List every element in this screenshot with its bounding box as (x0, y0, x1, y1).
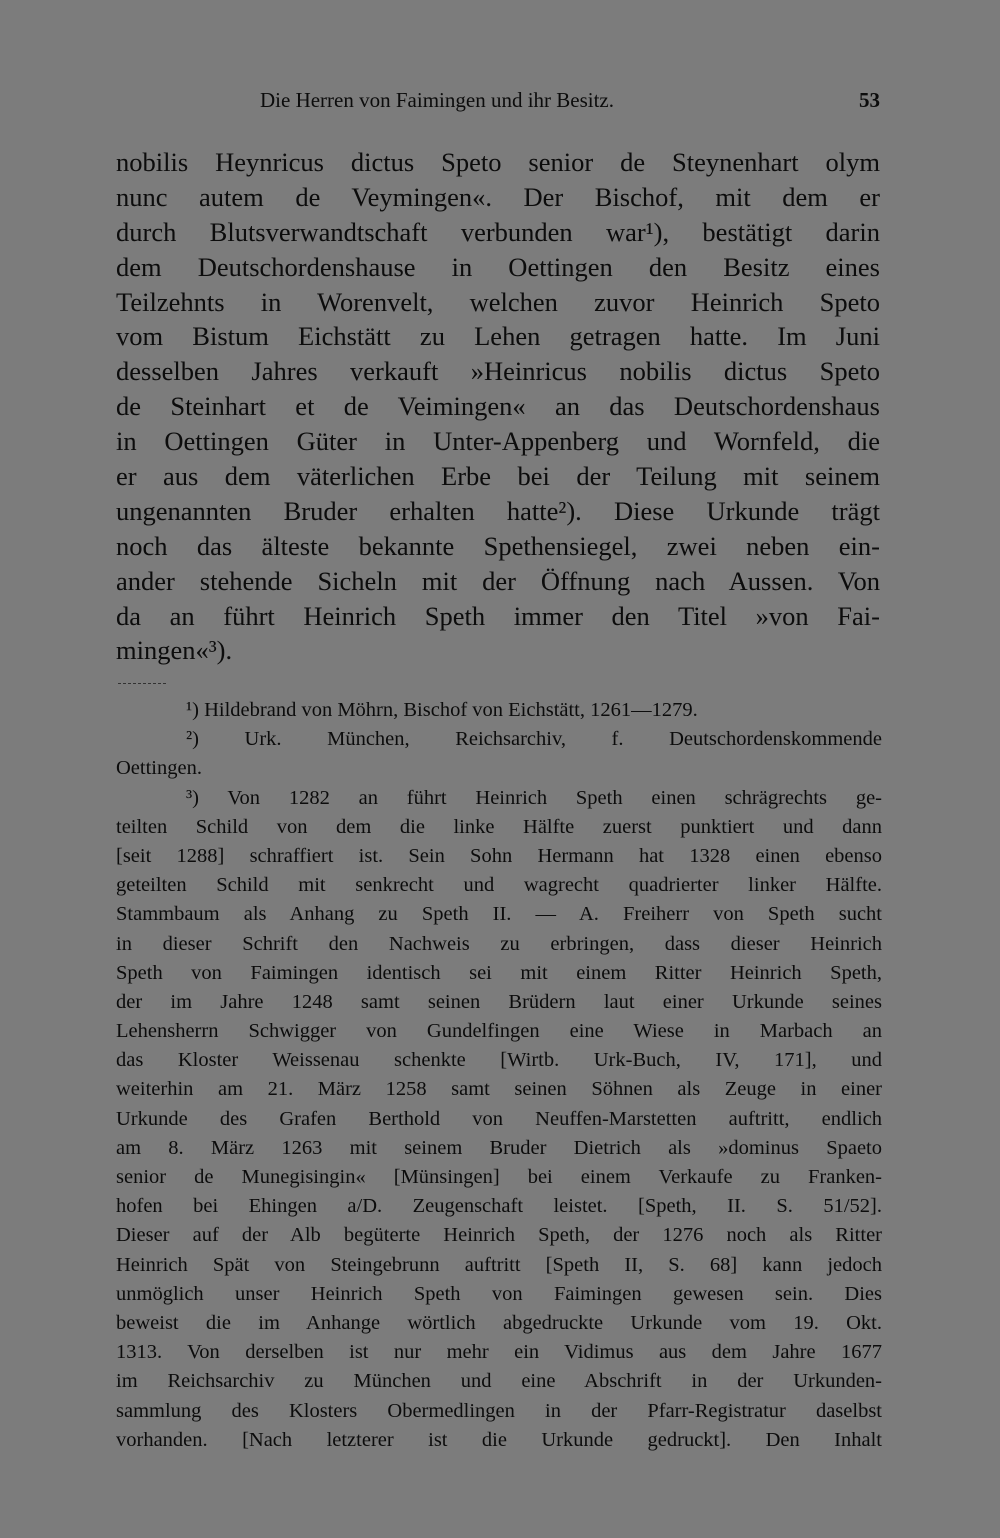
footnote-line: im Reichsarchiv zu München und eine Abschrift in der Urkunden- (116, 1370, 882, 1393)
text-line: durch Blutsverwandtschaft verbunden war¹), bestätigt darin (116, 216, 880, 247)
footnote-line: weiterhin am 21. März 1258 samt seinen Söhnen als Zeuge in einer (116, 1078, 882, 1101)
text-line: ander stehende Sicheln mit der Öffnung nach Aussen. Von (116, 565, 880, 596)
footnote-line: vorhanden. [Nach letzterer ist die Urkunde gedruckt]. Den Inhalt (116, 1428, 882, 1451)
text-line: de Steinhart et de Veimingen« an das Deutschordenshaus (116, 391, 880, 422)
footnote-line: Oettingen. (116, 757, 202, 780)
text-line: ungenannten Bruder erhalten hatte²). Diese Urkunde trägt (116, 495, 880, 526)
text-line: mingen«³). (116, 635, 233, 666)
footnote-line: unmöglich unser Heinrich Speth von Faimingen gewesen sein. Dies (116, 1282, 882, 1305)
footnote-line: ¹) Hildebrand von Möhrn, Bischof von Eichstätt, 1261—1279. (186, 699, 698, 721)
footnote-line: Speth von Faimingen identisch sei mit einem Ritter Heinrich Speth, (116, 961, 882, 984)
footnote-divider (118, 683, 166, 684)
text-line: desselben Jahres verkauft »Heinricus nobilis dictus Speto (116, 356, 880, 387)
footnote-line: ³) Von 1282 an führt Heinrich Speth einen schrägrechts ge- (186, 786, 882, 809)
footnote-line: Stammbaum als Anhang zu Speth II. — A. Freiherr von Speth sucht (116, 903, 882, 926)
footnote-line: am 8. März 1263 mit seinem Bruder Dietrich als »dominus Spaeto (116, 1136, 882, 1159)
footnote-line: ²) Urk. München, Reichsarchiv, f. Deutschordenskommende (186, 728, 882, 751)
footnote-line: beweist die im Anhange wörtlich abgedruckte Urkunde vom 19. Okt. (116, 1311, 882, 1334)
footnote-line: [seit 1288] schraffiert ist. Sein Sohn Hermann hat 1328 einen ebenso (116, 844, 882, 867)
footnote-line: in dieser Schrift den Nachweis zu erbringen, dass dieser Heinrich (116, 932, 882, 955)
text-line: noch das älteste bekannte Spethensiegel, zwei neben ein- (116, 530, 880, 561)
footnote-line: Urkunde des Grafen Berthold von Neuffen-Marstetten auftritt, endlich (116, 1107, 882, 1130)
footnote-line: hofen bei Ehingen a/D. Zeugenschaft leistet. [Speth, II. S. 51/52]. (116, 1195, 882, 1218)
text-line: da an führt Heinrich Speth immer den Titel »von Fai- (116, 600, 880, 631)
footnote-line: Dieser auf der Alb begüterte Heinrich Speth, der 1276 noch als Ritter (116, 1224, 882, 1247)
running-title: Die Herren von Faimingen und ihr Besitz. (260, 88, 615, 112)
footnote-line: das Kloster Weissenau schenkte [Wirtb. Urk-Buch, IV, 171], und (116, 1049, 882, 1072)
text-line: in Oettingen Güter in Unter-Appenberg und Wornfeld, die (116, 426, 880, 457)
text-line: er aus dem väterlichen Erbe bei der Teilung mit seinem (116, 461, 880, 492)
footnote-line: Lehensherrn Schwigger von Gundelfingen eine Wiese in Marbach an (116, 1020, 882, 1043)
main-text-block (116, 145, 880, 668)
text-line: nobilis Heynricus dictus Speto senior de Steynenhart olym (116, 147, 880, 177)
footnote-line: der im Jahre 1248 samt seinen Brüdern laut einer Urkunde seines (116, 990, 882, 1013)
footnote-line: teilten Schild von dem die linke Hälfte zuerst punktiert und dann (116, 815, 882, 838)
page-number: 53 (859, 88, 880, 112)
text-line: vom Bistum Eichstätt zu Lehen getragen hatte. Im Juni (116, 321, 880, 352)
footnote-line: sammlung des Klosters Obermedlingen in der Pfarr-Registratur daselbst (116, 1399, 882, 1422)
text-line: Teilzehnts in Worenvelt, welchen zuvor Heinrich Speto (116, 286, 880, 317)
footnote-line: senior de Munegisingin« [Münsingen] bei einem Verkaufe zu Franken- (116, 1166, 882, 1188)
text-line: nunc autem de Veymingen«. Der Bischof, mit dem er (116, 181, 880, 212)
footnote-line: geteilten Schild mit senkrecht und wagrecht quadrierter linker Hälfte. (116, 874, 882, 897)
footnote-line: 1313. Von derselben ist nur mehr ein Vidimus aus dem Jahre 1677 (116, 1341, 882, 1364)
running-head (118, 88, 880, 118)
text-line: dem Deutschordenshause in Oettingen den Besitz eines (116, 251, 880, 282)
footnotes-block (116, 696, 882, 1455)
footnote-line: Heinrich Spät von Steingebrunn auftritt [Speth II, S. 68] kann jedoch (116, 1253, 882, 1276)
